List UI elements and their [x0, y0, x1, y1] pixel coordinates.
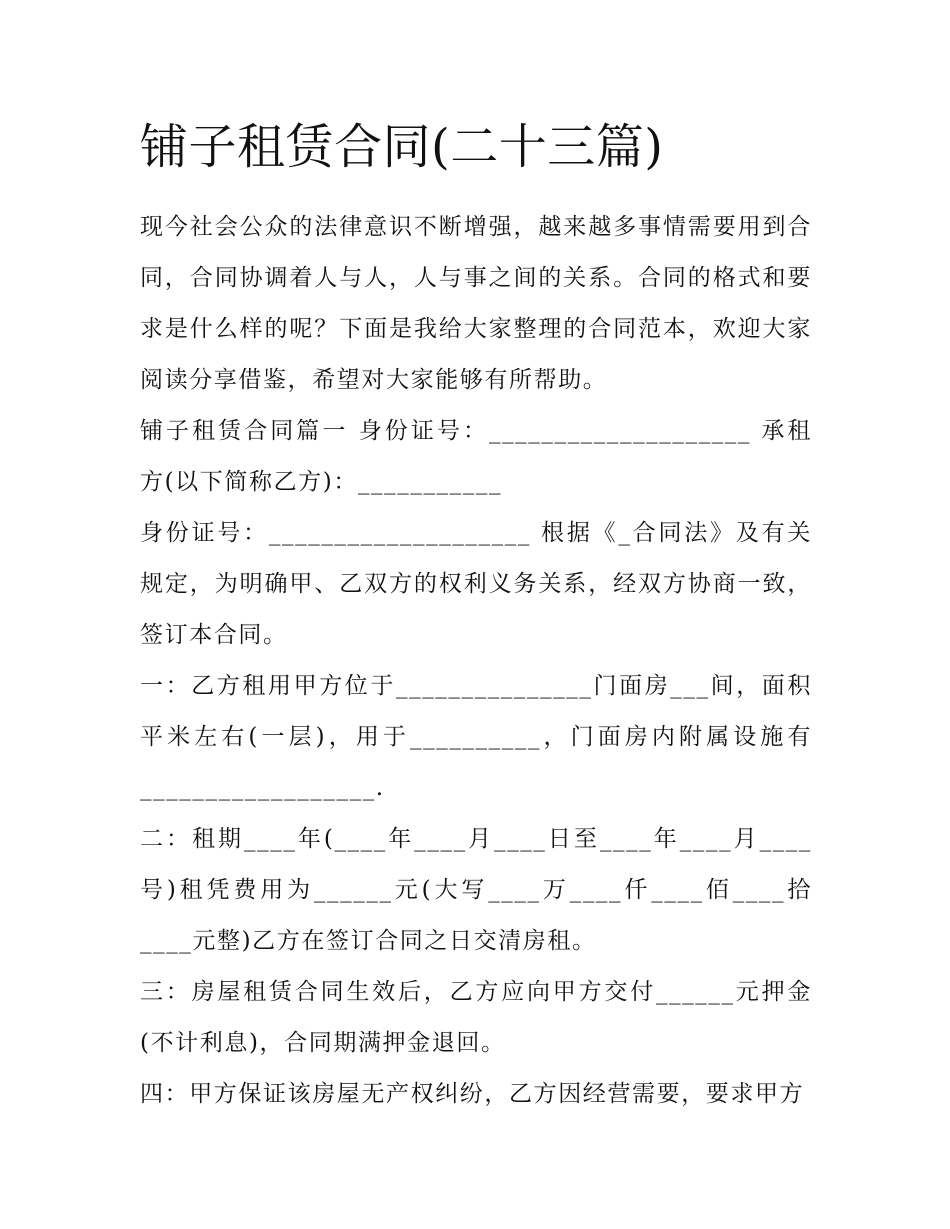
paragraph-clause-3: 三：房屋租赁合同生效后，乙方应向甲方交付______元押金(不计利息)，合同期满押金退回。 [140, 979, 812, 1056]
paragraph-clause-4: 四：甲方保证该房屋无产权纠纷，乙方因经营需要，要求甲方 [140, 1081, 805, 1107]
paragraph-id-basis: 身份证号：____________________ 根据《_合同法》及有关规定，为明确甲、乙双方的权利义务关系，经双方协商一致，签订本合同。 [140, 520, 812, 648]
paragraph-clause-1: 一：乙方租用甲方位于_______________门面房___间，面积平米左右(一层)，用于__________，门面房内附属设施有__________________. [140, 673, 812, 801]
paragraph-parties: 铺子租赁合同篇一 身份证号：____________________ 承租方(以下简称乙方)：___________ [140, 418, 812, 495]
document-title: 铺子租赁合同(二十三篇) [140, 119, 664, 175]
document-page [140, 112, 812, 1120]
paragraph-clause-2: 二：租期____年(____年____月____日至____年____月____号)租凭费用为______元(大写____万____仟____佰____拾____元整)乙方在签订合同之日交清房租。 [140, 826, 812, 954]
paragraph-intro: 现今社会公众的法律意识不断增强，越来越多事情需要用到合同，合同协调着人与人，人与事之间的关系。合同的格式和要求是什么样的呢？下面是我给大家整理的合同范本，欢迎大家阅读分享借鉴，希望对大家能够有所帮助。 [140, 214, 812, 393]
